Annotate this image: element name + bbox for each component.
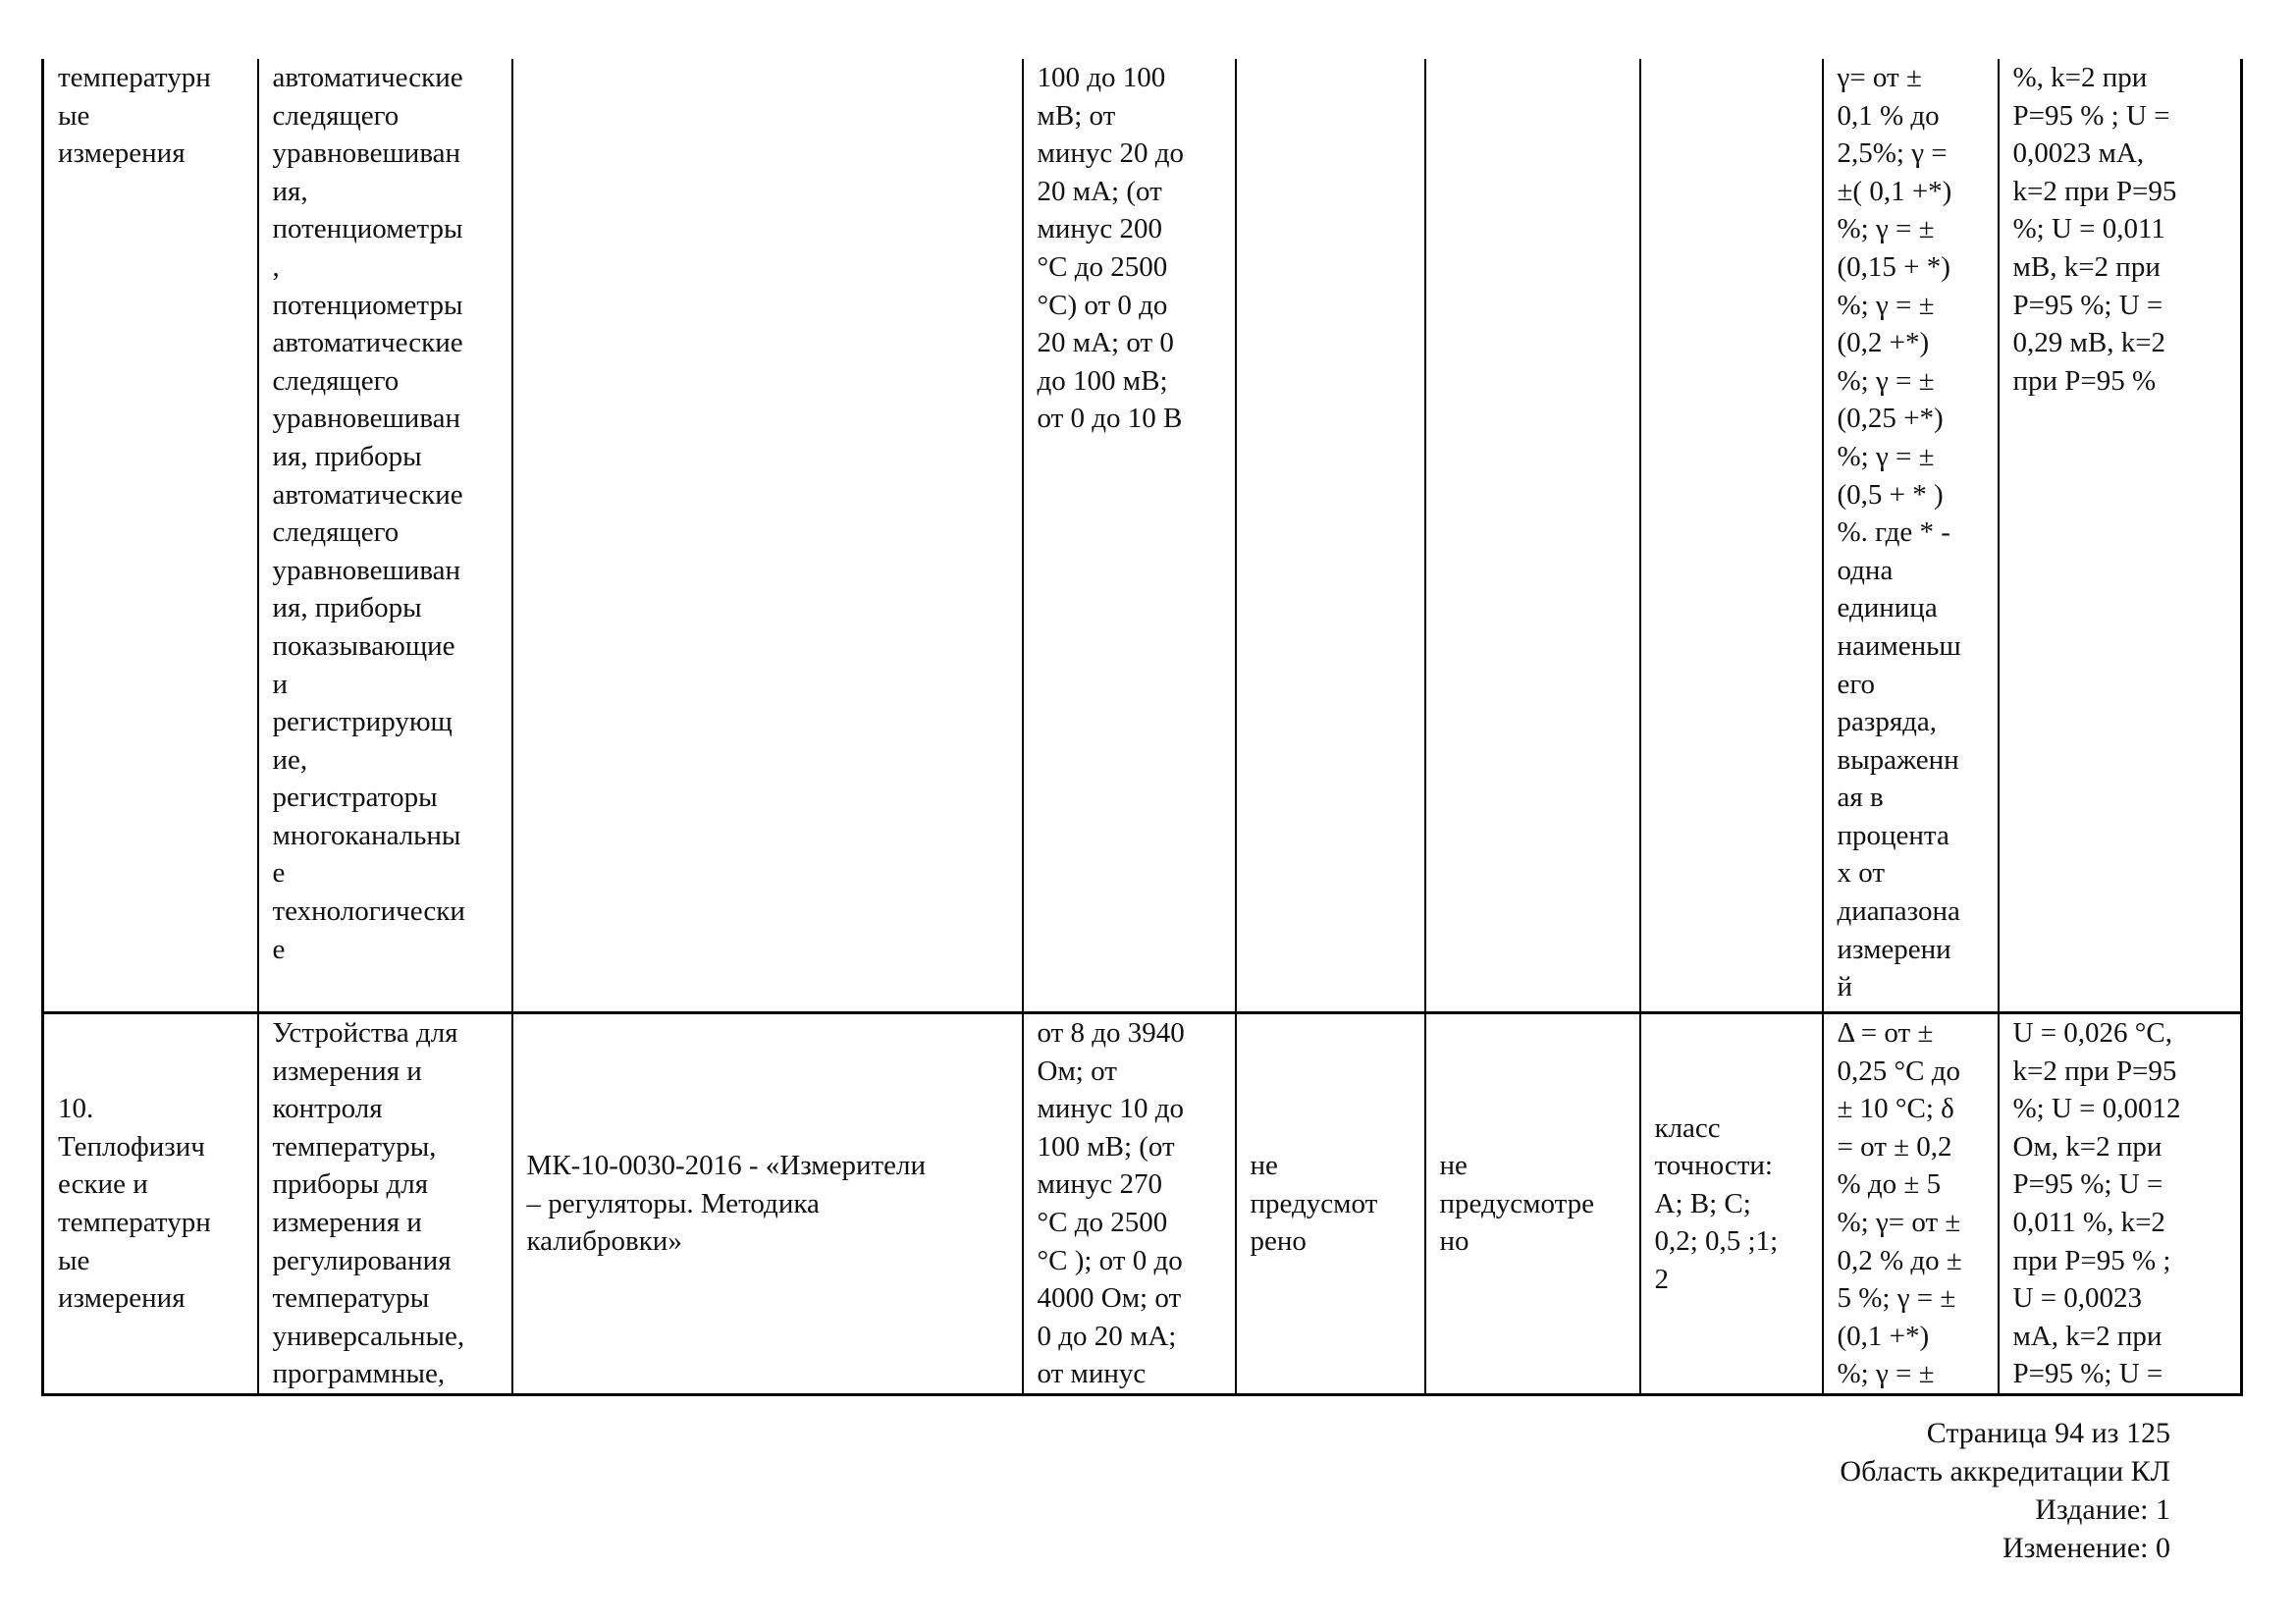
table-row-continued — [43, 59, 2242, 1013]
cell-uncertainty: %, k=2 при Р=95 % ; U = 0,0023 мА, k=2 при Р=95 %; U = 0,011 мВ, k=2 при Р=95 %; U = 0,29 мВ, k=2 при Р=95 % — [1999, 59, 2242, 1013]
cell-col5: не предусмот рено — [1236, 1013, 1425, 1395]
cell-error: γ= от ± 0,1 % до 2,5%; γ = ±( 0,1 +*) %; γ = ± (0,15 + *) %; γ = ± (0,2 +*) %; γ = ± (0,25 +*) %; γ = ± (0,5 + * ) %. где * - одна единица наименьш его разряда, выраженн ая в процента х от диапазона измерени й — [1823, 59, 1999, 1013]
cell-error: Δ = от ± 0,25 °С до ± 10 °С; δ = от ± 0,2 % до ± 5 %; γ= от ± 0,2 % до ± 5 %; γ = ± (0,1 +*) %; γ = ± — [1823, 1013, 1999, 1395]
accreditation-scope-table — [41, 59, 2243, 1396]
page-footer — [1840, 1414, 2170, 1567]
cell-instruments: автоматические следящего уравновешиван ия, потенциометры , потенциометры автоматические следящего уравновешиван ия, приборы автоматические следящего уравновешиван ия, приборы показывающие и регистрирующ ие, регистраторы многоканальны е технологически е — [258, 59, 512, 1013]
cell-col6 — [1425, 59, 1640, 1013]
change-label: Изменение: 0 — [2002, 1532, 2170, 1564]
cell-method: МК-10-0030-2016 - «Измерители – регуляторы. Методика калибровки» — [512, 1013, 1023, 1395]
page-number: Страница 94 из 125 — [1926, 1417, 2170, 1449]
cell-col6: не предусмотре но — [1425, 1013, 1640, 1395]
cell-measurement-area: 10. Теплофизич еские и температурн ые измерения — [43, 1013, 258, 1395]
cell-measurement-range: 100 до 100 мВ; от минус 20 до 20 мА; (от минус 200 °С до 2500 °С) от 0 до 20 мА; от 0 до 100 мВ; от 0 до 10 В — [1023, 59, 1236, 1013]
cell-accuracy-class: класс точности: А; В; С; 0,2; 0,5 ;1; 2 — [1640, 1013, 1823, 1395]
cell-measurement-area: температурн ые измерения — [43, 59, 258, 1013]
cell-col5 — [1236, 59, 1425, 1013]
accreditation-scope-label: Область аккредитации КЛ — [1840, 1455, 2170, 1488]
cell-measurement-range: от 8 до 3940 Ом; от минус 10 до 100 мВ; (от минус 270 °С до 2500 °С ); от 0 до 4000 Ом; от 0 до 20 мА; от минус — [1023, 1013, 1236, 1395]
cell-accuracy-class — [1640, 59, 1823, 1013]
cell-method — [512, 59, 1023, 1013]
cell-uncertainty: U = 0,026 °С, k=2 при Р=95 %; U = 0,0012 Ом, k=2 при Р=95 %; U = 0,011 %, k=2 при Р=95 % ; U = 0,0023 мА, k=2 при Р=95 %; U = — [1999, 1013, 2242, 1395]
edition-label: Издание: 1 — [2035, 1493, 2170, 1526]
table-row-10 — [43, 1013, 2242, 1395]
cell-instruments: Устройства для измерения и контроля температуры, приборы для измерения и регулирования температуры универсальные, программные, — [258, 1013, 512, 1395]
